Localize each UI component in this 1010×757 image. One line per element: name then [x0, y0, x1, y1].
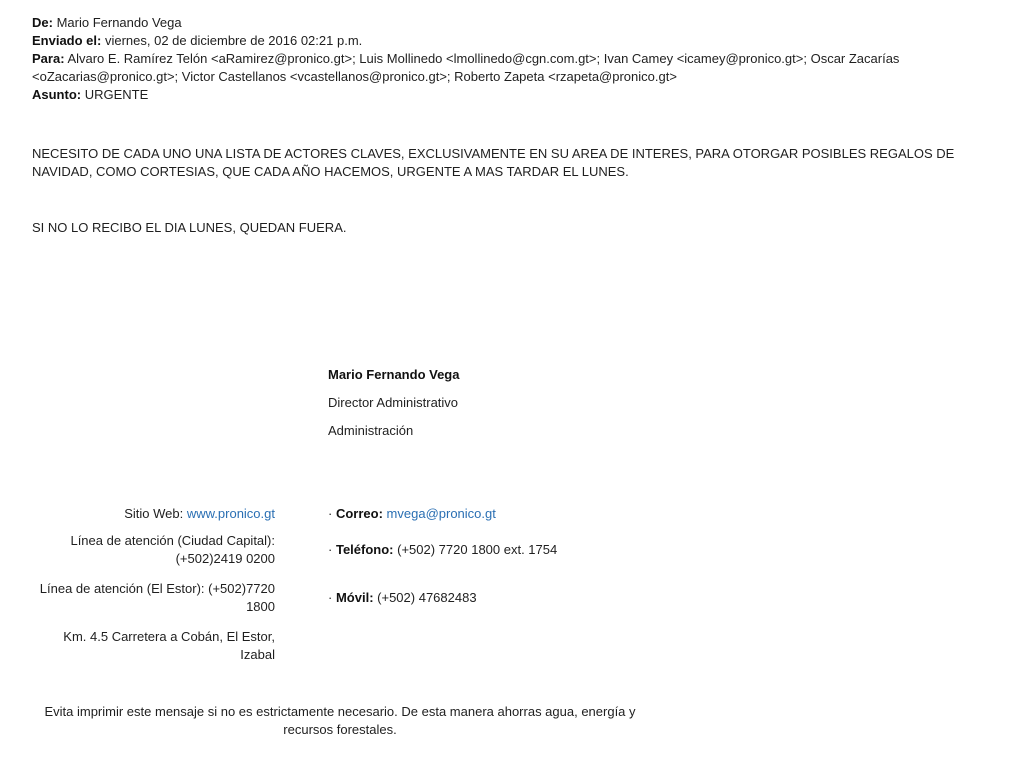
subject-value: URGENTE	[84, 87, 149, 102]
signature-title: Director Administrativo	[328, 395, 459, 410]
body-paragraph-2: SI NO LO RECIBO EL DIA LUNES, QUEDAN FUERA.	[32, 220, 347, 235]
signature-name: Mario Fernando Vega	[328, 367, 460, 382]
phone-value: (+502) 7720 1800 ext. 1754	[397, 542, 558, 557]
address-line: Km. 4.5 Carretera a Cobán, El Estor, Izabal	[63, 629, 275, 662]
bullet-icon: ·	[328, 542, 333, 557]
phone-line-estor: Línea de atención (El Estor): (+502)7720 1800	[39, 581, 275, 614]
mobile-label: Móvil:	[335, 590, 374, 605]
to-line	[32, 50, 1007, 86]
footer-note: Evita imprimir este mensaje si no es estrictamente necesario. De esta manera ahorras agua, energía y recursos forestales.	[44, 704, 636, 737]
email-contact-line	[328, 505, 496, 523]
signature-department: Administración	[328, 423, 414, 438]
sent-value: viernes, 02 de diciembre de 2016 02:21 p.m.	[104, 33, 363, 48]
from-value: Mario Fernando Vega	[56, 15, 182, 30]
sent-line	[32, 32, 1007, 50]
to-value: Alvaro E. Ramírez Telón <aRamirez@pronico.gt>; Luis Mollinedo <lmollinedo@cgn.com.gt>; Ivan Camey <icamey@pronico.gt>; Oscar Zacarías <oZacarias@pronico.gt>; Victor Castellanos <vcastellanos@pronico.gt>; Roberto Zapeta <rzapeta@pronico.gt>	[32, 51, 900, 84]
from-line	[32, 14, 1007, 32]
mobile-value: (+502) 47682483	[377, 590, 477, 605]
sent-label: Enviado el:	[32, 33, 102, 48]
email-label: Correo:	[335, 506, 383, 521]
subject-line	[32, 86, 1007, 104]
phone-contact-line	[328, 541, 557, 559]
phone-line-capital: Línea de atención (Ciudad Capital): (+502)2419 0200	[70, 533, 275, 566]
subject-label: Asunto:	[32, 87, 82, 102]
signature-block	[328, 361, 459, 445]
email-link[interactable]: mvega@pronico.gt	[386, 506, 496, 521]
website-link[interactable]: www.pronico.gt	[186, 506, 275, 521]
bullet-icon: ·	[328, 590, 333, 605]
mobile-contact-line	[328, 589, 477, 607]
bullet-icon: ·	[328, 506, 333, 521]
body-paragraph-1: NECESITO DE CADA UNO UNA LISTA DE ACTORES CLAVES, EXCLUSIVAMENTE EN SU AREA DE INTERES, PARA OTORGAR POSIBLES REGALOS DE NAVIDAD, COMO CORTESIAS, QUE CADA AÑO HACEMOS, URGENTE A MAS TARDAR EL LUNES.	[32, 146, 955, 179]
website-label: Sitio Web:	[124, 506, 184, 521]
from-label: De:	[32, 15, 53, 30]
website-line	[30, 505, 275, 523]
to-label: Para:	[32, 51, 65, 66]
phone-label: Teléfono:	[335, 542, 394, 557]
email-header	[32, 14, 1007, 104]
